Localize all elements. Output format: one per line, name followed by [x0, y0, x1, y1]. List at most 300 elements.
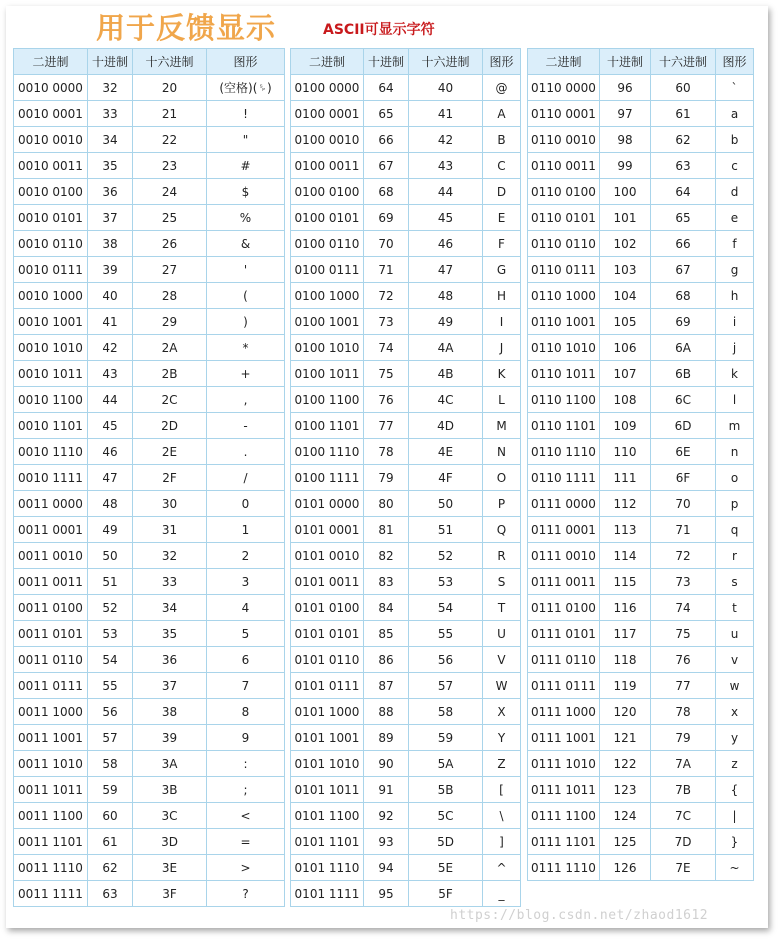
binary-cell: 0111 1110 [528, 855, 600, 881]
glyph-cell: m [716, 413, 754, 439]
hex-cell: 3C [133, 803, 207, 829]
decimal-cell: 99 [600, 153, 651, 179]
hex-cell: 38 [133, 699, 207, 725]
decimal-cell: 45 [88, 413, 133, 439]
table-row [291, 829, 521, 855]
binary-cell: 0101 0011 [291, 569, 364, 595]
binary-cell: 0100 0100 [291, 179, 364, 205]
hex-cell: 63 [651, 153, 716, 179]
hex-cell: 2F [133, 465, 207, 491]
glyph-cell: @ [483, 75, 521, 101]
binary-cell: 0111 0000 [528, 491, 600, 517]
glyph-cell: < [207, 803, 285, 829]
glyph-cell: 4 [207, 595, 285, 621]
table-row [14, 101, 285, 127]
decimal-cell: 85 [364, 621, 409, 647]
hex-cell: 41 [409, 101, 483, 127]
binary-cell: 0100 1000 [291, 283, 364, 309]
hex-cell: 76 [651, 647, 716, 673]
table-row [291, 179, 521, 205]
binary-cell: 0011 0011 [14, 569, 88, 595]
glyph-cell: - [207, 413, 285, 439]
hex-cell: 72 [651, 543, 716, 569]
decimal-cell: 126 [600, 855, 651, 881]
table-row [14, 387, 285, 413]
binary-cell: 0100 1101 [291, 413, 364, 439]
decimal-cell: 60 [88, 803, 133, 829]
table-row [14, 179, 285, 205]
header-hex: 十六进制 [409, 49, 483, 75]
binary-cell: 0100 1011 [291, 361, 364, 387]
glyph-cell: R [483, 543, 521, 569]
binary-cell: 0101 1100 [291, 803, 364, 829]
glyph-cell: } [716, 829, 754, 855]
hex-cell: 28 [133, 283, 207, 309]
table-row [528, 491, 754, 517]
glyph-cell: i [716, 309, 754, 335]
table-row [14, 647, 285, 673]
table-row [528, 153, 754, 179]
binary-cell: 0011 0000 [14, 491, 88, 517]
binary-cell: 0010 1110 [14, 439, 88, 465]
table-row [291, 153, 521, 179]
binary-cell: 0100 0011 [291, 153, 364, 179]
glyph-cell: U [483, 621, 521, 647]
decimal-cell: 93 [364, 829, 409, 855]
hex-cell: 5B [409, 777, 483, 803]
table-row [14, 803, 285, 829]
binary-cell: 0100 0111 [291, 257, 364, 283]
hex-cell: 6D [651, 413, 716, 439]
decimal-cell: 87 [364, 673, 409, 699]
table-row [14, 75, 285, 101]
hex-cell: 74 [651, 595, 716, 621]
decimal-cell: 82 [364, 543, 409, 569]
hex-cell: 24 [133, 179, 207, 205]
decimal-cell: 72 [364, 283, 409, 309]
decimal-cell: 105 [600, 309, 651, 335]
table-row [528, 231, 754, 257]
table-row [291, 491, 521, 517]
decimal-cell: 52 [88, 595, 133, 621]
decimal-cell: 58 [88, 751, 133, 777]
hex-cell: 26 [133, 231, 207, 257]
decimal-cell: 34 [88, 127, 133, 153]
binary-cell: 0100 1100 [291, 387, 364, 413]
table-row [528, 179, 754, 205]
binary-cell: 0010 1101 [14, 413, 88, 439]
table-row [291, 595, 521, 621]
binary-cell: 0011 1010 [14, 751, 88, 777]
hex-cell: 66 [651, 231, 716, 257]
table-row [14, 335, 285, 361]
table-row [14, 829, 285, 855]
binary-cell: 0110 1001 [528, 309, 600, 335]
decimal-cell: 100 [600, 179, 651, 205]
binary-cell: 0110 0110 [528, 231, 600, 257]
glyph-cell: s [716, 569, 754, 595]
hex-cell: 4C [409, 387, 483, 413]
decimal-cell: 57 [88, 725, 133, 751]
glyph-cell: p [716, 491, 754, 517]
binary-cell: 0010 0110 [14, 231, 88, 257]
table-row [14, 881, 285, 907]
glyph-cell: = [207, 829, 285, 855]
hex-cell: 7A [651, 751, 716, 777]
glyph-cell: I [483, 309, 521, 335]
binary-cell: 0111 1001 [528, 725, 600, 751]
table-row [528, 75, 754, 101]
hex-cell: 44 [409, 179, 483, 205]
glyph-cell: \ [483, 803, 521, 829]
table-row [14, 413, 285, 439]
hex-cell: 7C [651, 803, 716, 829]
hex-cell: 50 [409, 491, 483, 517]
hex-cell: 20 [133, 75, 207, 101]
table-row [528, 829, 754, 855]
table-row [528, 517, 754, 543]
hex-cell: 69 [651, 309, 716, 335]
hex-cell: 56 [409, 647, 483, 673]
decimal-cell: 109 [600, 413, 651, 439]
glyph-cell: P [483, 491, 521, 517]
hex-cell: 5C [409, 803, 483, 829]
table-row [291, 647, 521, 673]
binary-cell: 0011 0110 [14, 647, 88, 673]
glyph-cell: L [483, 387, 521, 413]
binary-cell: 0110 1111 [528, 465, 600, 491]
decimal-cell: 111 [600, 465, 651, 491]
table-row [291, 855, 521, 881]
ascii-table-64-95 [290, 48, 521, 907]
hex-cell: 4F [409, 465, 483, 491]
glyph-cell: N [483, 439, 521, 465]
decimal-cell: 117 [600, 621, 651, 647]
glyph-cell: [ [483, 777, 521, 803]
glyph-cell: 0 [207, 491, 285, 517]
hex-cell: 2B [133, 361, 207, 387]
table-row [14, 257, 285, 283]
table-row [528, 309, 754, 335]
table-row [528, 751, 754, 777]
glyph-cell: * [207, 335, 285, 361]
hex-cell: 61 [651, 101, 716, 127]
decimal-cell: 43 [88, 361, 133, 387]
decimal-cell: 39 [88, 257, 133, 283]
table-row [14, 309, 285, 335]
table-row [528, 777, 754, 803]
binary-cell: 0010 1011 [14, 361, 88, 387]
glyph-cell: & [207, 231, 285, 257]
table-row [14, 153, 285, 179]
decimal-cell: 119 [600, 673, 651, 699]
binary-cell: 0100 0000 [291, 75, 364, 101]
binary-cell: 0110 1110 [528, 439, 600, 465]
table-header-row [528, 49, 754, 75]
binary-cell: 0111 0010 [528, 543, 600, 569]
hex-cell: 34 [133, 595, 207, 621]
binary-cell: 0101 0100 [291, 595, 364, 621]
table-row [291, 699, 521, 725]
hex-cell: 2E [133, 439, 207, 465]
decimal-cell: 38 [88, 231, 133, 257]
glyph-cell: e [716, 205, 754, 231]
decimal-cell: 89 [364, 725, 409, 751]
binary-cell: 0011 0100 [14, 595, 88, 621]
binary-cell: 0011 1111 [14, 881, 88, 907]
header-hex: 十六进制 [651, 49, 716, 75]
glyph-cell: " [207, 127, 285, 153]
decimal-cell: 80 [364, 491, 409, 517]
glyph-cell: 3 [207, 569, 285, 595]
glyph-cell: j [716, 335, 754, 361]
glyph-cell: C [483, 153, 521, 179]
decimal-cell: 50 [88, 543, 133, 569]
glyph-cell: x [716, 699, 754, 725]
hex-cell: 4D [409, 413, 483, 439]
decimal-cell: 107 [600, 361, 651, 387]
hex-cell: 23 [133, 153, 207, 179]
table-row [528, 855, 754, 881]
glyph-cell: ) [207, 309, 285, 335]
binary-cell: 0110 0001 [528, 101, 600, 127]
table-row [291, 335, 521, 361]
table-row [291, 465, 521, 491]
decimal-cell: 75 [364, 361, 409, 387]
glyph-cell: b [716, 127, 754, 153]
decimal-cell: 71 [364, 257, 409, 283]
binary-cell: 0110 1000 [528, 283, 600, 309]
table-row [528, 803, 754, 829]
table-header-row [14, 49, 285, 75]
binary-cell: 0011 0010 [14, 543, 88, 569]
binary-cell: 0100 0001 [291, 101, 364, 127]
binary-cell: 0100 1111 [291, 465, 364, 491]
hex-cell: 54 [409, 595, 483, 621]
hex-cell: 30 [133, 491, 207, 517]
table-row [14, 439, 285, 465]
table-row [291, 751, 521, 777]
table-row [528, 595, 754, 621]
watermark: https://blog.csdn.net/zhaod1612 [450, 908, 709, 923]
hex-cell: 3E [133, 855, 207, 881]
glyph-cell: X [483, 699, 521, 725]
header-glyph: 图形 [716, 49, 754, 75]
decimal-cell: 88 [364, 699, 409, 725]
glyph-cell: q [716, 517, 754, 543]
decimal-cell: 79 [364, 465, 409, 491]
decimal-cell: 81 [364, 517, 409, 543]
binary-cell: 0010 1000 [14, 283, 88, 309]
hex-cell: 21 [133, 101, 207, 127]
table-row [528, 413, 754, 439]
table-row [291, 387, 521, 413]
hex-cell: 67 [651, 257, 716, 283]
table-row [291, 361, 521, 387]
glyph-cell: ~ [716, 855, 754, 881]
binary-cell: 0011 1011 [14, 777, 88, 803]
glyph-cell: 9 [207, 725, 285, 751]
binary-cell: 0011 0001 [14, 517, 88, 543]
hex-cell: 37 [133, 673, 207, 699]
glyph-cell: ! [207, 101, 285, 127]
binary-cell: 0010 0100 [14, 179, 88, 205]
hex-cell: 43 [409, 153, 483, 179]
table-row [14, 595, 285, 621]
table-row [291, 127, 521, 153]
glyph-cell: y [716, 725, 754, 751]
glyph-cell: ' [207, 257, 285, 283]
binary-cell: 0110 1010 [528, 335, 600, 361]
hex-cell: 2C [133, 387, 207, 413]
table-row [14, 621, 285, 647]
table-row [291, 231, 521, 257]
decimal-cell: 42 [88, 335, 133, 361]
hex-cell: 27 [133, 257, 207, 283]
binary-cell: 0111 1000 [528, 699, 600, 725]
table-row [14, 725, 285, 751]
table-row [528, 361, 754, 387]
glyph-cell: > [207, 855, 285, 881]
decimal-cell: 69 [364, 205, 409, 231]
glyph-cell: w [716, 673, 754, 699]
table-row [528, 101, 754, 127]
table-row [14, 491, 285, 517]
hex-cell: 78 [651, 699, 716, 725]
hex-cell: 42 [409, 127, 483, 153]
binary-cell: 0011 0111 [14, 673, 88, 699]
binary-cell: 0010 1010 [14, 335, 88, 361]
glyph-cell: G [483, 257, 521, 283]
decimal-cell: 68 [364, 179, 409, 205]
hex-cell: 5E [409, 855, 483, 881]
glyph-cell: O [483, 465, 521, 491]
hex-cell: 31 [133, 517, 207, 543]
hex-cell: 5F [409, 881, 483, 907]
table-row [14, 751, 285, 777]
binary-cell: 0111 0111 [528, 673, 600, 699]
decimal-cell: 123 [600, 777, 651, 803]
decimal-cell: 78 [364, 439, 409, 465]
hex-cell: 6E [651, 439, 716, 465]
table-row [528, 621, 754, 647]
hex-cell: 52 [409, 543, 483, 569]
hex-cell: 3F [133, 881, 207, 907]
table-row [528, 439, 754, 465]
decimal-cell: 124 [600, 803, 651, 829]
decimal-cell: 77 [364, 413, 409, 439]
table-row [291, 569, 521, 595]
table-row [14, 673, 285, 699]
binary-cell: 0111 0001 [528, 517, 600, 543]
binary-cell: 0110 1101 [528, 413, 600, 439]
glyph-cell: f [716, 231, 754, 257]
binary-cell: 0111 1100 [528, 803, 600, 829]
binary-cell: 0011 1001 [14, 725, 88, 751]
glyph-cell: D [483, 179, 521, 205]
hex-cell: 35 [133, 621, 207, 647]
decimal-cell: 73 [364, 309, 409, 335]
decimal-cell: 56 [88, 699, 133, 725]
glyph-cell: (空格)(␠) [207, 75, 285, 101]
table-row [528, 699, 754, 725]
glyph-cell: ^ [483, 855, 521, 881]
glyph-cell: M [483, 413, 521, 439]
glyph-cell: : [207, 751, 285, 777]
hex-cell: 7D [651, 829, 716, 855]
glyph-cell: # [207, 153, 285, 179]
decimal-cell: 67 [364, 153, 409, 179]
decimal-cell: 108 [600, 387, 651, 413]
page-title: 用于反馈显示 [96, 11, 277, 45]
hex-cell: 48 [409, 283, 483, 309]
binary-cell: 0111 1011 [528, 777, 600, 803]
decimal-cell: 110 [600, 439, 651, 465]
decimal-cell: 121 [600, 725, 651, 751]
binary-cell: 0110 0100 [528, 179, 600, 205]
decimal-cell: 125 [600, 829, 651, 855]
decimal-cell: 46 [88, 439, 133, 465]
binary-cell: 0111 0101 [528, 621, 600, 647]
binary-cell: 0011 1101 [14, 829, 88, 855]
glyph-cell: Q [483, 517, 521, 543]
binary-cell: 0110 0111 [528, 257, 600, 283]
glyph-cell: ] [483, 829, 521, 855]
table-row [14, 855, 285, 881]
hex-cell: 3A [133, 751, 207, 777]
binary-cell: 0101 0000 [291, 491, 364, 517]
binary-cell: 0101 1101 [291, 829, 364, 855]
table-row [528, 283, 754, 309]
hex-cell: 29 [133, 309, 207, 335]
hex-cell: 57 [409, 673, 483, 699]
table-row [528, 335, 754, 361]
decimal-cell: 102 [600, 231, 651, 257]
header-binary: 二进制 [14, 49, 88, 75]
table-row [291, 101, 521, 127]
glyph-cell: g [716, 257, 754, 283]
table-row [291, 543, 521, 569]
hex-cell: 59 [409, 725, 483, 751]
decimal-cell: 86 [364, 647, 409, 673]
glyph-cell: J [483, 335, 521, 361]
decimal-cell: 62 [88, 855, 133, 881]
decimal-cell: 40 [88, 283, 133, 309]
binary-cell: 0110 1100 [528, 387, 600, 413]
decimal-cell: 76 [364, 387, 409, 413]
decimal-cell: 84 [364, 595, 409, 621]
decimal-cell: 90 [364, 751, 409, 777]
decimal-cell: 91 [364, 777, 409, 803]
hex-cell: 7B [651, 777, 716, 803]
binary-cell: 0110 1011 [528, 361, 600, 387]
hex-cell: 55 [409, 621, 483, 647]
decimal-cell: 37 [88, 205, 133, 231]
glyph-cell: 7 [207, 673, 285, 699]
decimal-cell: 48 [88, 491, 133, 517]
decimal-cell: 41 [88, 309, 133, 335]
binary-cell: 0111 0110 [528, 647, 600, 673]
table-row [291, 439, 521, 465]
glyph-cell: 5 [207, 621, 285, 647]
glyph-cell: ? [207, 881, 285, 907]
table-row [14, 543, 285, 569]
hex-cell: 73 [651, 569, 716, 595]
table-row [291, 621, 521, 647]
hex-cell: 64 [651, 179, 716, 205]
decimal-cell: 97 [600, 101, 651, 127]
hex-cell: 77 [651, 673, 716, 699]
